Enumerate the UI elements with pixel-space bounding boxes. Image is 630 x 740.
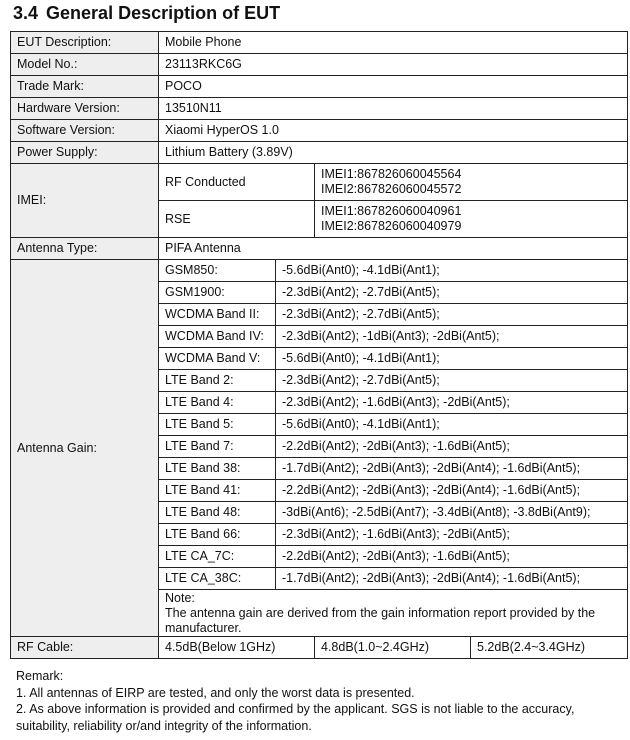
rf-conducted-imei2: IMEI2:867826060045572 xyxy=(321,182,462,196)
gain-band: GSM1900: xyxy=(159,282,276,304)
gain-value: -2.3dBi(Ant2); -1dBi(Ant3); -2dBi(Ant5); xyxy=(276,326,628,348)
note-title: Note: xyxy=(165,590,195,605)
gain-band: GSM850: xyxy=(159,260,276,282)
gain-band: WCDMA Band IV: xyxy=(159,326,276,348)
gain-value: -5.6dBi(Ant0); -4.1dBi(Ant1); xyxy=(276,348,628,370)
table-row xyxy=(11,238,628,260)
section-title: General Description of EUT xyxy=(46,3,281,23)
eut-spec-table xyxy=(10,31,628,659)
eut-description-label: EUT Description: xyxy=(11,32,159,54)
rf-conducted-label: RF Conducted xyxy=(159,164,315,201)
gain-value: -2.3dBi(Ant2); -1.6dBi(Ant3); -2dBi(Ant5); xyxy=(276,392,628,414)
remark-item-1: 1. All antennas of EIRP are tested, and only the worst data is presented. xyxy=(16,685,415,700)
imei-label: IMEI: xyxy=(11,164,159,238)
rse-imei-cell xyxy=(315,201,628,238)
gain-band: LTE CA_7C: xyxy=(159,546,276,568)
rse-imei1: IMEI1:867826060040961 xyxy=(321,204,462,218)
software-version-value: Xiaomi HyperOS 1.0 xyxy=(159,120,628,142)
rf-cable-value-1: 4.5dB(Below 1GHz) xyxy=(159,637,315,659)
gain-value: -5.6dBi(Ant0); -4.1dBi(Ant1); xyxy=(276,414,628,436)
gain-value: -1.7dBi(Ant2); -2dBi(Ant3); -2dBi(Ant4); -1.6dBi(Ant5); xyxy=(276,568,628,590)
gain-value: -2.3dBi(Ant2); -2.7dBi(Ant5); xyxy=(276,370,628,392)
gain-value: -2.2dBi(Ant2); -2dBi(Ant3); -1.6dBi(Ant5); xyxy=(276,436,628,458)
rse-imei2: IMEI2:867826060040979 xyxy=(321,219,462,233)
trade-mark-value: POCO xyxy=(159,76,628,98)
model-no-label: Model No.: xyxy=(11,54,159,76)
gain-band: LTE Band 41: xyxy=(159,480,276,502)
gain-value: -2.3dBi(Ant2); -1.6dBi(Ant3); -2dBi(Ant5); xyxy=(276,524,628,546)
gain-value: -2.3dBi(Ant2); -2.7dBi(Ant5); xyxy=(276,304,628,326)
gain-band: WCDMA Band II: xyxy=(159,304,276,326)
gain-band: WCDMA Band V: xyxy=(159,348,276,370)
rf-cable-value-2: 4.8dB(1.0~2.4GHz) xyxy=(315,637,471,659)
gain-value: -5.6dBi(Ant0); -4.1dBi(Ant1); xyxy=(276,260,628,282)
antenna-gain-note xyxy=(159,590,628,637)
table-row xyxy=(11,76,628,98)
trade-mark-label: Trade Mark: xyxy=(11,76,159,98)
table-row xyxy=(11,260,628,282)
remark-title: Remark: xyxy=(16,669,64,683)
gain-value: -3dBi(Ant6); -2.5dBi(Ant7); -3.4dBi(Ant8); -3.8dBi(Ant9); xyxy=(276,502,628,524)
model-no-value: 23113RKC6G xyxy=(159,54,628,76)
gain-band: LTE Band 4: xyxy=(159,392,276,414)
note-text: The antenna gain are derived from the gain information report provided by the manufacturer. xyxy=(165,605,596,635)
gain-band: LTE Band 5: xyxy=(159,414,276,436)
table-row xyxy=(11,98,628,120)
rf-conducted-imei1: IMEI1:867826060045564 xyxy=(321,167,462,181)
table-row xyxy=(11,164,628,201)
eut-description-value: Mobile Phone xyxy=(159,32,628,54)
table-row xyxy=(11,32,628,54)
table-row xyxy=(11,120,628,142)
table-row xyxy=(11,142,628,164)
hardware-version-value: 13510N11 xyxy=(159,98,628,120)
section-number: 3.4 xyxy=(13,3,39,23)
power-supply-label: Power Supply: xyxy=(11,142,159,164)
software-version-label: Software Version: xyxy=(11,120,159,142)
table-row xyxy=(11,54,628,76)
rf-conducted-imei-cell xyxy=(315,164,628,201)
gain-band: LTE Band 66: xyxy=(159,524,276,546)
rse-label: RSE xyxy=(159,201,315,238)
gain-value: -2.3dBi(Ant2); -2.7dBi(Ant5); xyxy=(276,282,628,304)
antenna-type-value: PIFA Antenna xyxy=(159,238,628,260)
gain-band: LTE Band 7: xyxy=(159,436,276,458)
remark-block xyxy=(16,668,616,734)
rf-cable-value-3: 5.2dB(2.4~3.4GHz) xyxy=(471,637,628,659)
table-row xyxy=(11,637,628,659)
hardware-version-label: Hardware Version: xyxy=(11,98,159,120)
power-supply-value: Lithium Battery (3.89V) xyxy=(159,142,628,164)
antenna-type-label: Antenna Type: xyxy=(11,238,159,260)
gain-band: LTE CA_38C: xyxy=(159,568,276,590)
gain-value: -2.2dBi(Ant2); -2dBi(Ant3); -1.6dBi(Ant5); xyxy=(276,546,628,568)
gain-band: LTE Band 2: xyxy=(159,370,276,392)
gain-band: LTE Band 38: xyxy=(159,458,276,480)
gain-band: LTE Band 48: xyxy=(159,502,276,524)
rf-cable-label: RF Cable: xyxy=(11,637,159,659)
section-heading xyxy=(13,3,280,24)
gain-value: -2.2dBi(Ant2); -2dBi(Ant3); -2dBi(Ant4); -1.6dBi(Ant5); xyxy=(276,480,628,502)
antenna-gain-label: Antenna Gain: xyxy=(11,260,159,637)
gain-value: -1.7dBi(Ant2); -2dBi(Ant3); -2dBi(Ant4); -1.6dBi(Ant5); xyxy=(276,458,628,480)
remark-item-2: 2. As above information is provided and confirmed by the applicant. SGS is not liable to the accuracy, suitability, reliability or/and integrity of the information. xyxy=(16,702,575,733)
